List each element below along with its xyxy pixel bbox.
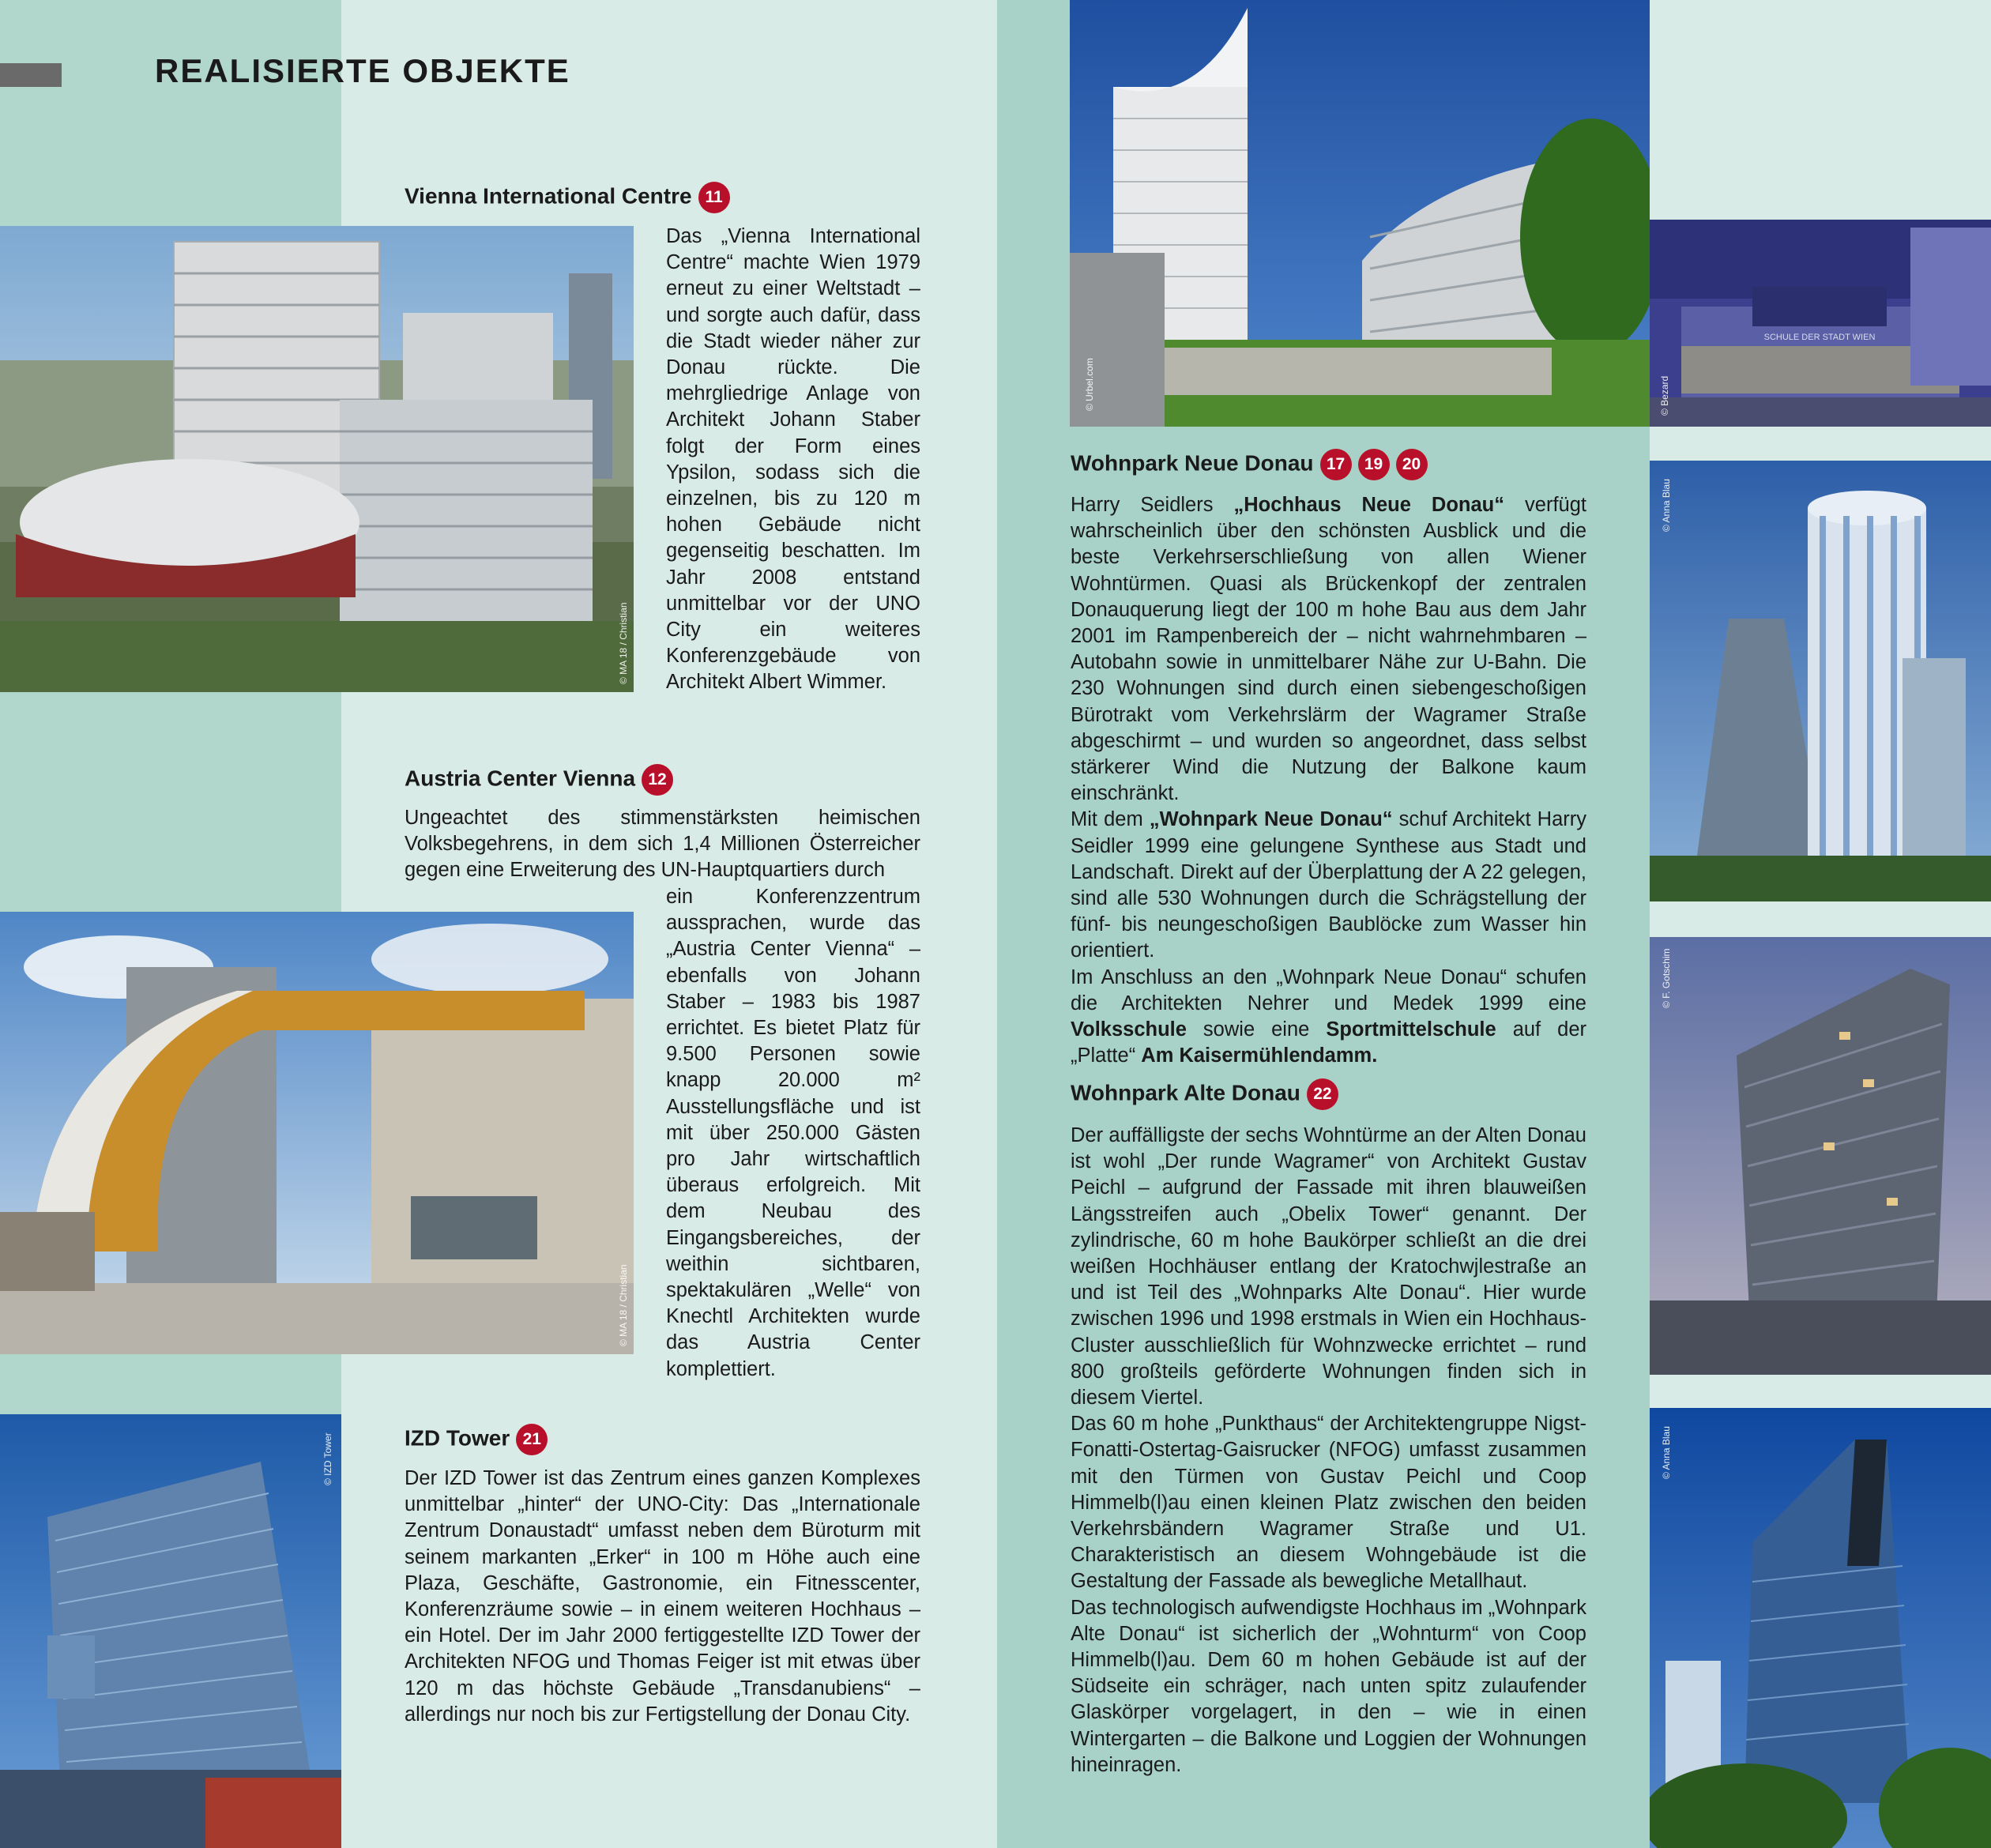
school-photo — [1650, 220, 1991, 427]
vic-badge: 11 — [698, 182, 730, 213]
wnd-photo — [1070, 0, 1650, 427]
page-title: REALISIERTE OBJEKTE — [155, 52, 570, 89]
izd-text: Der IZD Tower ist das Zentrum eines ganzen Komplexes unmittelbar „hinter“ der UNO-City: Das „Internationale Zentrum Donaustadt“ umfasst neben dem Büroturm mit seinem markanten „Erker“ in 100 m Höhe auch eine Plaza, Geschäfte, Gastronomie, ein Fitnesscenter, Konferenzräume sowie – in einem weiteren Hochhaus – ein Hotel. Der im Jahr 2000 fertiggestellte IZD Tower der Architekten NFOG und Thomas Feiger ist mit etwas über 120 m das höchste Gebäude „Transdanubiens“ – allerdings nur noch bis zur Fertigstellung der Donau City. — [405, 1467, 920, 1726]
vic-text: Das „Vienna International Centre“ machte Wien 1979 erneut zu einer Weltstadt – und sorgte auch dafür, dass die Stadt wieder näher zur Donau rückte. Die mehrgliedrige Anlage von Architekt Johann Staber folgt der Form eines Ypsilon, sodass sich die einzelnen, bis zu 120 m hohen Gebäude nicht gegenseitig beschatten. Im Jahr 2008 entstand unmittelbar vor der UNO City ein weiteres Konferenzgebäude von Architekt Albert Wimmer. — [666, 225, 920, 694]
section-marker — [0, 63, 62, 87]
acv-text-column: ein Konferenzzentrum aussprachen, wurde das „Austria Center Vienna“ – ebenfalls von Johann Staber – 1983 bis 1987 errichtet. Es bietet Platz für 9.500 Personen sowie knapp 20.000 m² Ausstellungsfläche und ist mit über 250.000 Gästen pro Jahr wirtschaftlich überaus erfolgreich. Mit dem Neubau des Eingangsbereiches, der weithin sichtbaren, spektakulären „Welle“ von Knechtl Architekten wurde das Austria Center komplettiert. — [666, 886, 920, 1380]
wnd-photo-credit: © Urbel.com — [1084, 358, 1095, 411]
wnd-title: Wohnpark Neue Donau — [1071, 450, 1314, 476]
wnd-heading — [1071, 449, 1428, 480]
acv-heading — [405, 764, 673, 796]
wad-heading — [1071, 1078, 1338, 1110]
wnd-badge-20: 20 — [1396, 449, 1428, 480]
obelix-tower-photo — [1650, 461, 1991, 901]
wad-paragraph-3: Das technologisch aufwendigste Hochhaus im „Wohnpark Alte Donau“ ist sicherlich der „Wohnturm“ von Coop Himmelb(l)au. Dem 60 m hohen Gebäude ist auf der Südseite ein schräger, nach unten spitz zulaufender Glaskörper vorgelagert, in den – wie in einen Wintergarten – die Balkone und Loggien der Wohnungen hineinragen. — [1071, 1596, 1586, 1776]
wad-paragraph-2: Das 60 m hohe „Punkthaus“ der Architektengruppe Nigst-Fonatti-Ostertag-Gaisrucker (NFOG) umfasst zusammen mit den Türmen von Gustav Peichl und Coop Himmelb(l)au einen kleinen Platz zwischen den beiden Verkehrsbändern Wagramer Straße und U1. Charakteristisch an diesem Wohngebäude ist die Gestaltung der Fassade als bewegliche Metallhaut. — [1071, 1413, 1586, 1593]
wad-text — [1071, 1123, 1586, 1778]
izd-badge: 21 — [516, 1424, 548, 1455]
wad-title: Wohnpark Alte Donau — [1071, 1080, 1300, 1105]
vic-title: Vienna International Centre — [405, 183, 692, 209]
school-sign: SCHULE DER STADT WIEN — [1763, 333, 1876, 342]
acv-title: Austria Center Vienna — [405, 766, 636, 791]
wohnturm-photo-credit: © Anna Blau — [1661, 1426, 1672, 1479]
wnd-badge-17: 17 — [1320, 449, 1352, 480]
izd-heading — [405, 1424, 548, 1455]
vic-photo — [0, 226, 634, 692]
school-photo-credit: © Bezard — [1659, 375, 1670, 416]
izd-photo-credit: © IZD Tower — [322, 1432, 333, 1485]
wnd-paragraph-2: Mit dem „Wohnpark Neue Donau“ schuf Architekt Harry Seidler 1999 eine gelungene Synthese aus Stadt und Landschaft. Direkt auf der Überplattung der A 22 gelegen, sind alle 530 Wohnungen durch die Schrägstellung der fünf- bis neungeschoßigen Baublöcke zum Wasser hin orientiert. — [1071, 808, 1586, 962]
acv-photo-credit: © MA 18 / Christian — [618, 1264, 629, 1346]
izd-title: IZD Tower — [405, 1425, 510, 1451]
wohnturm-photo — [1650, 1408, 1991, 1848]
obelix-photo-credit: © Anna Blau — [1661, 479, 1672, 532]
punkthaus-photo-credit: © F. Gotschim — [1661, 948, 1672, 1008]
wnd-paragraph-1: Harry Seidlers „Hochhaus Neue Donau“ verfügt wahrscheinlich über den schönsten Ausblick und die beste Verkehrserschließung von allen Wiener Wohntürmen. Quasi als Brückenkopf der zentralen Donauquerung liegt der 100 m hohe Bau aus dem Jahr 2001 im Rampenbereich der – nicht wahrnehmbaren – Autobahn sowie in unmittelbarer Nähe zur U-Bahn. Die 230 Wohnungen sind durch einen siebengeschoßigen Bürotrakt vom Verkehrslärm der Wagramer Straße abgeschirmt – und wurden so angeordnet, dass selbst stärkerer Wind die Nutzung der Balkone kaum einschränkt. — [1071, 494, 1586, 805]
acv-badge: 12 — [642, 764, 673, 796]
izd-photo — [0, 1414, 341, 1848]
wad-badge: 22 — [1307, 1078, 1338, 1110]
acv-photo — [0, 912, 634, 1354]
wad-paragraph-1: Der auffälligste der sechs Wohntürme an der Alten Donau ist wohl „Der runde Wagramer“ von Architekt Gustav Peichl – aufgrund der Fassade mit ihren blauweißen Längsstreifen auch „Obelix Tower“ genannt. Der zylindrische, 60 m hohe Baukörper schließt an die drei weißen Hochhäuser entlang der Kratochwjlestraße an und ist Teil des „Wohnparks Alte Donau“. Hier wurde zwischen 1996 und 1998 erstmals in Wien ein Hochhaus-Cluster ausschließlich für Wohnzwecke errichtet – rund 800 großteils geförderte Wohnungen finden sich in diesem Viertel. — [1071, 1124, 1586, 1410]
wnd-badge-19: 19 — [1358, 449, 1390, 480]
punkthaus-photo — [1650, 937, 1991, 1375]
vic-heading — [405, 182, 730, 213]
wnd-text — [1071, 492, 1586, 1069]
wnd-paragraph-3: Im Anschluss an den „Wohnpark Neue Donau“ schufen die Architekten Nehrer und Medek 1999 eine Volksschule sowie eine Sportmittelschule auf der „Platte“ Am Kaisermühlendamm. — [1071, 965, 1586, 1067]
acv-text-top: Ungeachtet des stimmenstärksten heimischen Volksbegehrens, in dem sich 1,4 Millionen Österreicher gegen eine Erweiterung des UN-Hauptquartiers durch — [405, 807, 920, 882]
vic-photo-credit: © MA 18 / Christian — [618, 602, 629, 684]
